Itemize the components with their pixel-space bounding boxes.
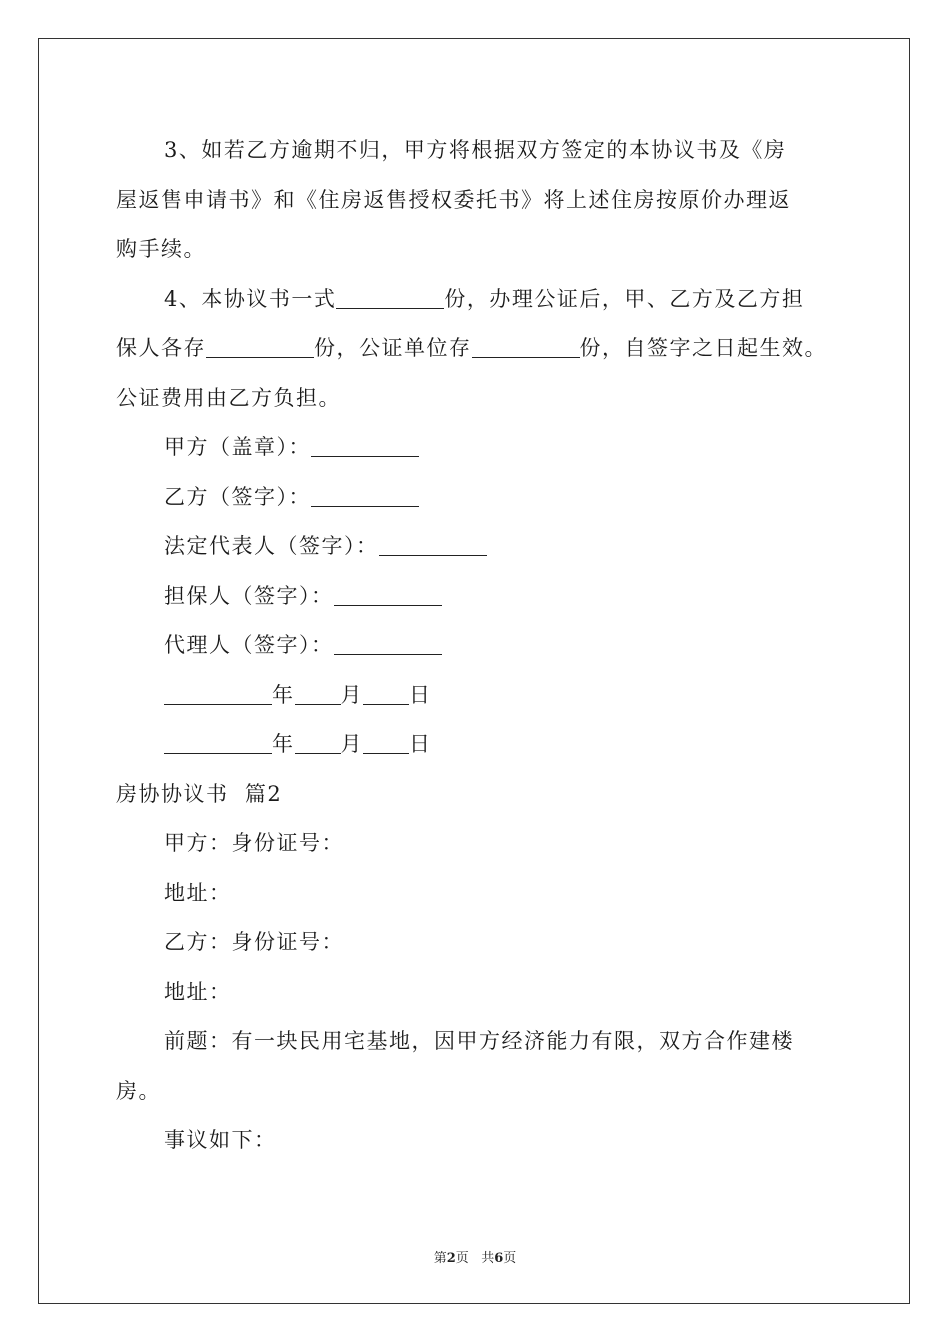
clause-3-line-3: 购手续。 bbox=[116, 237, 206, 261]
clause-4-text-e: 份，自签字之日起生效。 bbox=[579, 336, 827, 360]
legal-rep-label: 法定代表人（签字）： bbox=[164, 534, 379, 558]
page-prefix: 第 bbox=[433, 1251, 447, 1266]
month-label: 月 bbox=[340, 682, 363, 707]
total-page-number: 6 bbox=[494, 1251, 504, 1266]
day-label: 日 bbox=[409, 732, 432, 756]
signature-guarantor bbox=[116, 572, 846, 622]
party-a-id-line: 甲方：身份证号： bbox=[164, 831, 344, 855]
clause-3-line-2: 屋返售申请书》和《住房返售授权委托书》将上述住房按原价办理返 bbox=[116, 187, 791, 212]
party-a-label: 甲方（盖章）： bbox=[164, 435, 311, 459]
guarantor-blank bbox=[334, 584, 442, 606]
page-number-footer bbox=[0, 1247, 950, 1266]
preamble-line-1: 前题：有一块民用宅基地，因甲方经济能力有限，双方合作建楼 bbox=[164, 1029, 794, 1053]
agreed-items-heading: 事议如下： bbox=[164, 1128, 277, 1152]
date-line-2 bbox=[116, 720, 846, 770]
document-body bbox=[116, 126, 846, 1166]
agent-label: 代理人（签字）： bbox=[164, 633, 334, 657]
month-blank bbox=[295, 732, 341, 754]
year-label: 年 bbox=[272, 732, 295, 756]
party-b-blank bbox=[311, 485, 419, 507]
agent-blank bbox=[334, 633, 442, 655]
page-mid: 页 共 bbox=[455, 1251, 495, 1266]
month-blank bbox=[295, 683, 341, 705]
day-label: 日 bbox=[409, 682, 432, 707]
party-a-address-line: 地址： bbox=[164, 880, 232, 905]
clause-4-text-d: 份，公证单位存 bbox=[314, 336, 472, 360]
clause-3-line-1: 3、如若乙方逾期不归，甲方将根据双方签定的本协议书及《房 bbox=[164, 138, 787, 162]
clause-4-line-3: 公证费用由乙方负担。 bbox=[116, 385, 341, 410]
clause-4-line-1 bbox=[116, 275, 846, 325]
copies-each-blank bbox=[206, 336, 314, 358]
page-suffix: 页 bbox=[503, 1251, 517, 1266]
party-b-label: 乙方（签字）： bbox=[164, 484, 311, 509]
copies-notary-blank bbox=[472, 336, 580, 358]
signature-agent bbox=[116, 621, 846, 671]
signature-legal-rep bbox=[116, 522, 846, 572]
clause-4-line-2 bbox=[116, 324, 846, 374]
date-line-1 bbox=[116, 671, 846, 721]
preamble-line-2: 房。 bbox=[116, 1078, 161, 1103]
year-blank bbox=[164, 732, 272, 754]
guarantor-label: 担保人（签字）： bbox=[164, 583, 334, 608]
clause-4-text-a: 4、本协议书一式 bbox=[164, 286, 337, 311]
current-page-number: 2 bbox=[446, 1251, 456, 1266]
day-blank bbox=[363, 683, 409, 705]
legal-rep-blank bbox=[379, 534, 487, 556]
party-a-blank bbox=[311, 435, 419, 457]
party-b-id-line: 乙方：身份证号： bbox=[164, 930, 344, 954]
signature-party-a bbox=[116, 423, 846, 473]
copies-total-blank bbox=[336, 287, 444, 309]
clause-4-text-c: 保人各存 bbox=[116, 336, 206, 360]
section-2-title: 房协协议书 篇2 bbox=[116, 781, 283, 806]
day-blank bbox=[363, 732, 409, 754]
signature-party-b bbox=[116, 473, 846, 523]
month-label: 月 bbox=[340, 732, 363, 756]
year-label: 年 bbox=[272, 682, 295, 707]
clause-4-text-b: 份，办理公证后，甲、乙方及乙方担 bbox=[444, 286, 805, 311]
year-blank bbox=[164, 683, 272, 705]
party-b-address-line: 地址： bbox=[164, 979, 232, 1004]
